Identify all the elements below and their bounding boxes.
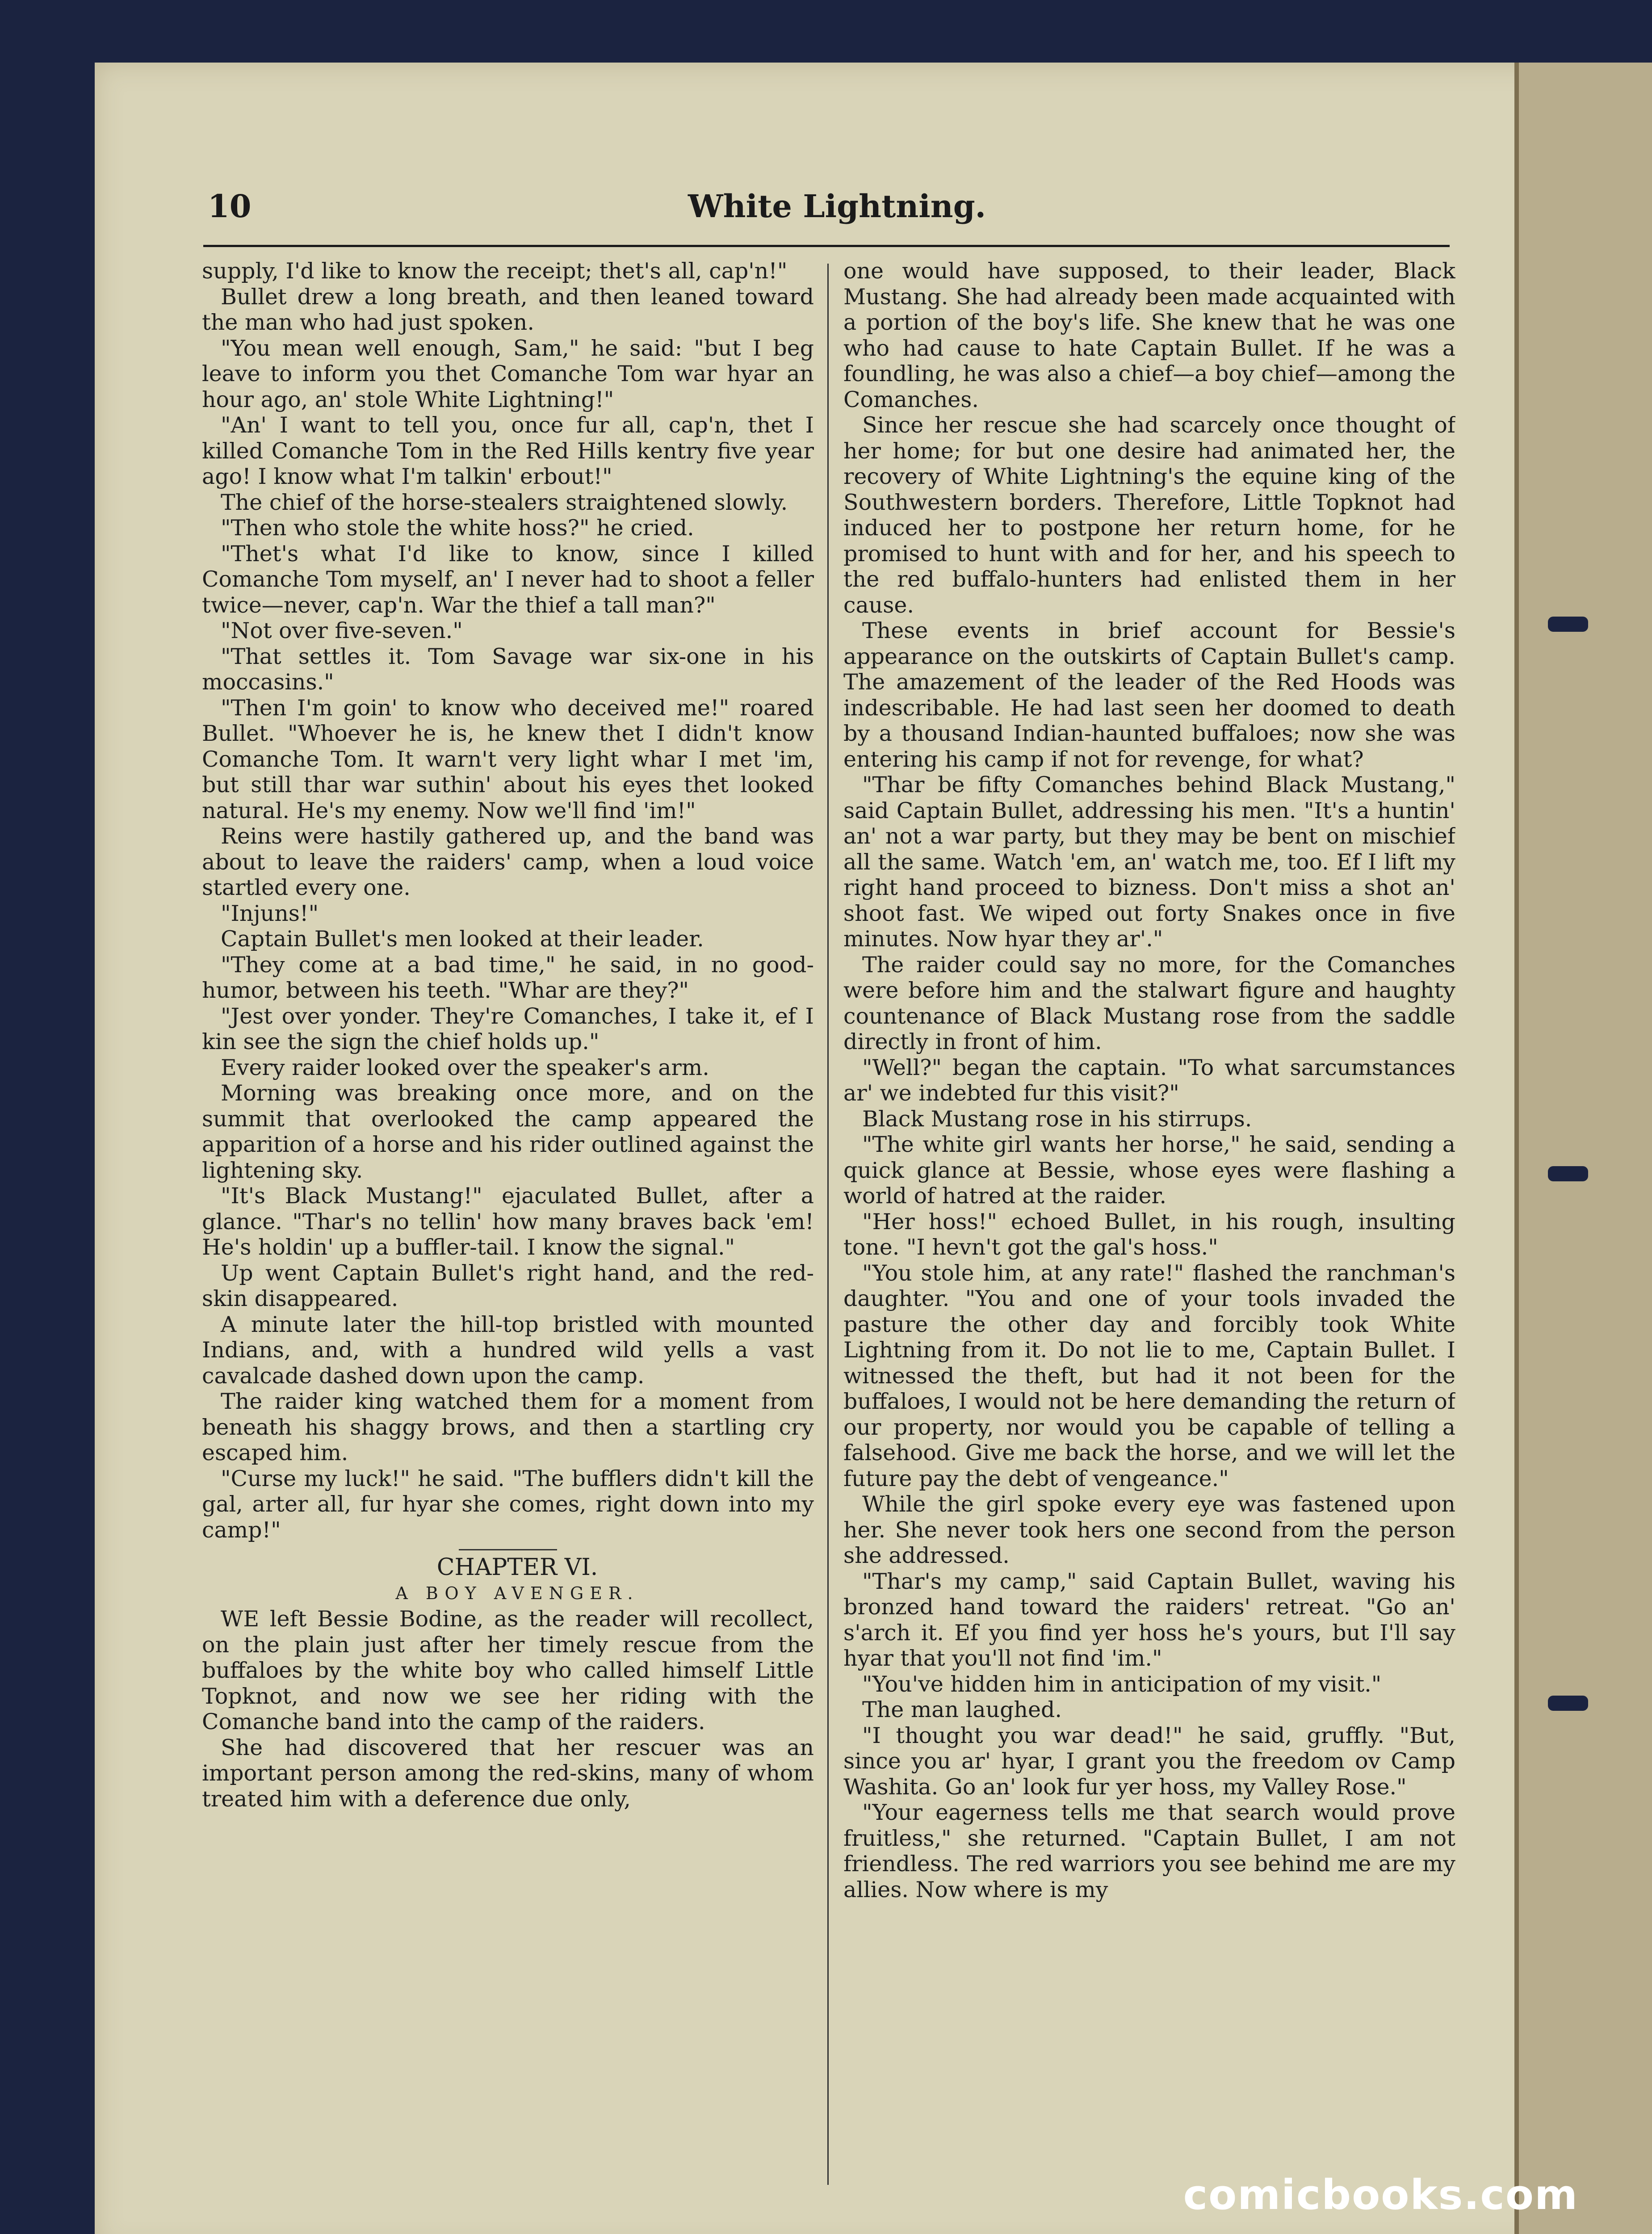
binding-spine bbox=[1519, 63, 1652, 2234]
paragraph: Up went Captain Bullet's right hand, and the red-skin disappeared. bbox=[202, 1260, 814, 1311]
paragraph: The chief of the horse-stealers straightened slowly. bbox=[221, 489, 788, 515]
page-number: 10 bbox=[208, 188, 252, 225]
running-title: White Lightning. bbox=[688, 188, 986, 225]
paragraph: The raider could say no more, for the Comanches were before him and the stalwart figure and haughty countenance of Black Mustang rose from the saddle directly in front of him. bbox=[843, 952, 1455, 1054]
paragraph: WE left Bessie Bodine, as the reader will recollect, on the plain just after her timely rescue from the buffaloes by the white boy who called himself Little Topknot, and now we see her riding with the Comanche band into the camp of the raiders. bbox=[202, 1606, 814, 1734]
paragraph: "Injuns!" bbox=[221, 900, 319, 926]
paragraph: "Curse my luck!" he said. "The bufflers didn't kill the gal, arter all, fur hyar she comes, right down into my camp!" bbox=[202, 1466, 814, 1543]
paragraph: "Not over five-seven." bbox=[221, 618, 463, 643]
paragraph: "You mean well enough, Sam," he said: "but I beg leave to inform you thet Comanche Tom war hyar an hour ago, an' stole White Lightning!" bbox=[202, 335, 814, 412]
paragraph: supply, I'd like to know the receipt; thet's all, cap'n!" bbox=[202, 258, 788, 284]
paragraph: one would have supposed, to their leader, Black Mustang. She had already been made acquainted with a portion of the boy's life. She knew that he was one who had cause to hate Captain Bullet. If he was a foundling, he was also a chief—a boy chief—among the Comanches. bbox=[843, 258, 1455, 412]
paragraph: Captain Bullet's men looked at their leader. bbox=[221, 926, 704, 952]
paragraph: "I thought you war dead!" he said, gruffly. "But, since you ar' hyar, I grant you the freedom ov Camp Washita. Go an' look fur yer hoss, my Valley Rose." bbox=[843, 1722, 1455, 1800]
header-rule bbox=[203, 245, 1450, 247]
column-divider bbox=[827, 264, 829, 2185]
paragraph: "An' I want to tell you, once fur all, cap'n, thet I killed Comanche Tom in the Red Hills kentry five year ago! I know what I'm talkin' erbout!" bbox=[202, 412, 814, 489]
paragraph: "Your eagerness tells me that search would prove fruitless," she returned. "Captain Bullet, I am not friendless. The red warriors you see behind me are my allies. Now where is my bbox=[843, 1800, 1455, 1902]
paragraph: "You stole him, at any rate!" flashed the ranchman's daughter. "You and one of your tools invaded the pasture the other day and forcibly took White Lightning from it. Do not lie to me, Captain Bullet. I witnessed the theft, but had it not been for the buffaloes, I would not be here demanding the return of our property, nor would you be capable of telling a falsehood. Give me back the horse, and we will let the future pay the debt of vengeance." bbox=[843, 1260, 1455, 1491]
paragraph: "Well?" began the captain. "To what sarcumstances ar' we indebted fur this visit?" bbox=[843, 1054, 1455, 1106]
chapter-heading: CHAPTER VI. bbox=[436, 1554, 598, 1581]
left-column bbox=[202, 258, 814, 2206]
paragraph: She had discovered that her rescuer was an important person among the red-skins, many of whom treated him with a deference due only, bbox=[202, 1734, 814, 1812]
paragraph: "Thar be fifty Comanches behind Black Mustang," said Captain Bullet, addressing his men. "It's a huntin' an' not a war party, but they may be bent on mischief all the same. Watch 'em, an' watch me, too. Ef I lift my right hand proceed to bizness. Don't miss a shot an' shoot fast. We wiped out forty Snakes once in five minutes. Now hyar they ar'." bbox=[843, 772, 1455, 952]
paragraph: "Her hoss!" echoed Bullet, in his rough, insulting tone. "I hevn't got the gal's hoss." bbox=[843, 1209, 1455, 1260]
paragraph: "They come at a bad time," he said, in no good-humor, between his teeth. "Whar are they?" bbox=[202, 952, 814, 1003]
paragraph: The man laughed. bbox=[862, 1697, 1062, 1722]
paragraph: While the girl spoke every eye was fastened upon her. She never took hers one second from the person she addressed. bbox=[843, 1491, 1455, 1568]
paragraph: Reins were hastily gathered up, and the band was about to leave the raiders' camp, when a loud voice startled every one. bbox=[202, 823, 814, 900]
section-rule bbox=[459, 1549, 557, 1550]
paragraph: "Then I'm goin' to know who deceived me!" roared Bullet. "Whoever he is, he knew thet I didn't know Comanche Tom. It warn't very light whar I met 'im, but still thar war suthin' about his eyes thet looked natural. He's my enemy. Now we'll find 'im!" bbox=[202, 695, 814, 823]
site-watermark: comicbooks.com bbox=[1183, 2171, 1578, 2219]
paragraph: "Thet's what I'd like to know, since I killed Comanche Tom myself, an' I never had to shoot a feller twice—never, cap'n. War the thief a tall man?" bbox=[202, 541, 814, 618]
paragraph: Black Mustang rose in his stirrups. bbox=[862, 1106, 1252, 1132]
paragraph: Since her rescue she had scarcely once thought of her home; for but one desire had animated her, the recovery of White Lightning's the equine king of the Southwestern borders. Therefore, Little Topknot had induced her to postpone her return home, for he promised to hunt with and for her, and his speech to the red buffalo-hunters had enlisted them in her cause. bbox=[843, 412, 1455, 618]
binding-stitch-2 bbox=[1548, 1166, 1588, 1181]
binding-stitch-3 bbox=[1548, 1696, 1588, 1711]
paragraph: "That settles it. Tom Savage war six-one in his moccasins." bbox=[202, 643, 814, 695]
paragraph: "It's Black Mustang!" ejaculated Bullet, after a glance. "Thar's no tellin' how many braves back 'em! He's holdin' up a buffler-tail. I know the signal." bbox=[202, 1183, 814, 1260]
paragraph: A minute later the hill-top bristled with mounted Indians, and, with a hundred wild yells a vast cavalcade dashed down upon the camp. bbox=[202, 1311, 814, 1389]
right-column bbox=[843, 258, 1455, 2206]
paragraph: "The white girl wants her horse," he said, sending a quick glance at Bessie, whose eyes were flashing a world of hatred at the raider. bbox=[843, 1132, 1455, 1209]
paragraph: Bullet drew a long breath, and then leaned toward the man who had just spoken. bbox=[202, 284, 814, 335]
paragraph: "Jest over yonder. They're Comanches, I take it, ef I kin see the sign the chief holds up." bbox=[202, 1003, 814, 1054]
paragraph: "Then who stole the white hoss?" he cried. bbox=[221, 515, 694, 541]
paragraph: Morning was breaking once more, and on the summit that overlooked the camp appeared the apparition of a horse and his rider outlined against the lightening sky. bbox=[202, 1080, 814, 1183]
paragraph: Every raider looked over the speaker's arm. bbox=[221, 1054, 709, 1080]
paragraph: "You've hidden him in anticipation of my visit." bbox=[862, 1671, 1382, 1697]
paragraph: "Thar's my camp," said Captain Bullet, waving his bronzed hand toward the raiders' retreat. "Go an' s'arch it. Ef you find yer hoss he's yours, but I'll say hyar that you'll not find 'im." bbox=[843, 1568, 1455, 1671]
chapter-subtitle: A BOY AVENGER. bbox=[395, 1583, 639, 1603]
paragraph: These events in brief account for Bessie's appearance on the outskirts of Captain Bullet's camp. The amazement of the leader of the Red Hoods was indescribable. He had last seen her doomed to death by a thousand Indian-haunted buffaloes; now she was entering his camp if not for revenge, for what? bbox=[843, 618, 1455, 772]
binding-stitch-1 bbox=[1548, 617, 1588, 632]
paragraph: The raider king watched them for a moment from beneath his shaggy brows, and then a startling cry escaped him. bbox=[202, 1389, 814, 1466]
